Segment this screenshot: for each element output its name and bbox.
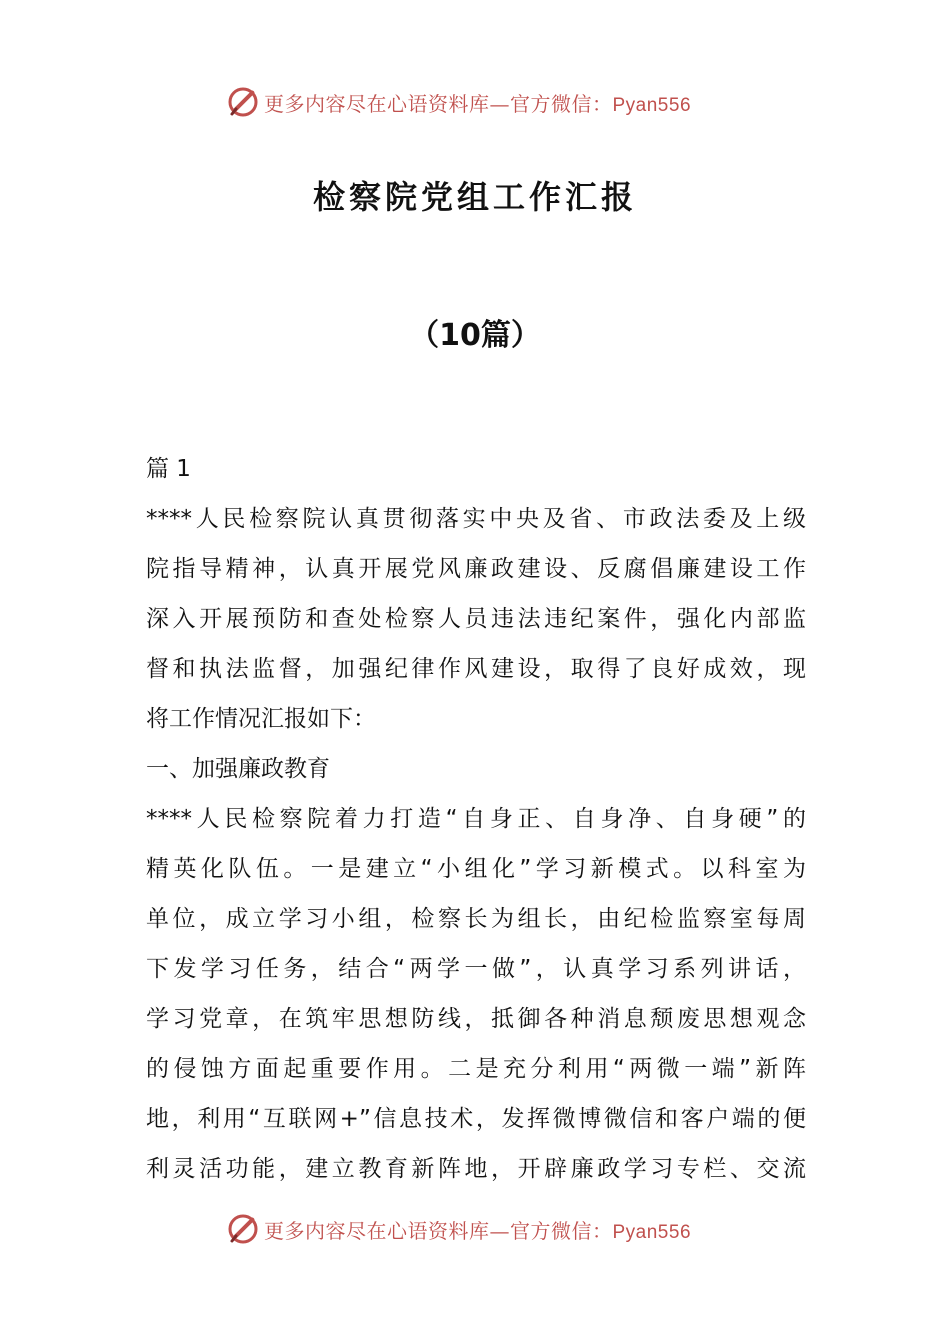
body-line: 院指导精神，认真开展党风廉政建设、反腐倡廉建设工作 xyxy=(146,556,806,582)
watermark-label: 更多内容尽在心语资料库—官方微信： xyxy=(264,91,613,116)
body-line: 深入开展预防和查处检察人员违法违纪案件，强化内部监 xyxy=(146,606,806,632)
pen-logo-icon xyxy=(226,85,260,119)
body-line: 学习党章，在筑牢思想防线，抵御各种消息颓废思想观念 xyxy=(146,1006,806,1032)
body-line: ****人民检察院认真贯彻落实中央及省、市政法委及上级 xyxy=(146,506,806,532)
watermark-handle: Pyan556 xyxy=(612,94,692,116)
watermark-banner-bottom xyxy=(226,1209,691,1249)
body-line: 精英化队伍。一是建立“小组化”学习新模式。以科室为 xyxy=(146,856,806,882)
watermark-text xyxy=(264,1215,691,1244)
body-line: 单位，成立学习小组，检察长为组长，由纪检监察室每周 xyxy=(146,906,806,932)
watermark-banner-top xyxy=(226,82,691,122)
watermark-text xyxy=(264,88,691,117)
body-line: 的侵蚀方面起重要作用。二是充分利用“两微一端”新阵 xyxy=(146,1056,806,1082)
document-body xyxy=(146,447,806,1197)
body-line: 督和执法监督，加强纪律作风建设，取得了良好成效，现 xyxy=(146,656,806,682)
body-line: ****人民检察院着力打造“自身正、自身净、自身硬”的 xyxy=(146,806,806,832)
section-heading: 篇 1 xyxy=(146,456,191,482)
document-subtitle: （10篇） xyxy=(409,318,541,353)
body-line: 将工作情况汇报如下： xyxy=(146,706,376,732)
watermark-handle: Pyan556 xyxy=(612,1221,692,1243)
body-line: 利灵活功能，建立教育新阵地，开辟廉政学习专栏、交流 xyxy=(146,1156,806,1182)
watermark-label: 更多内容尽在心语资料库—官方微信： xyxy=(264,1218,613,1243)
pen-logo-icon xyxy=(226,1212,260,1246)
document-title: 检察院党组工作汇报 xyxy=(312,178,637,216)
body-line: 地，利用“互联网+”信息技术，发挥微博微信和客户端的便 xyxy=(146,1106,806,1132)
section-heading: 一、加强廉政教育 xyxy=(146,756,330,782)
body-line: 下发学习任务，结合“两学一做”，认真学习系列讲话， xyxy=(146,956,806,982)
